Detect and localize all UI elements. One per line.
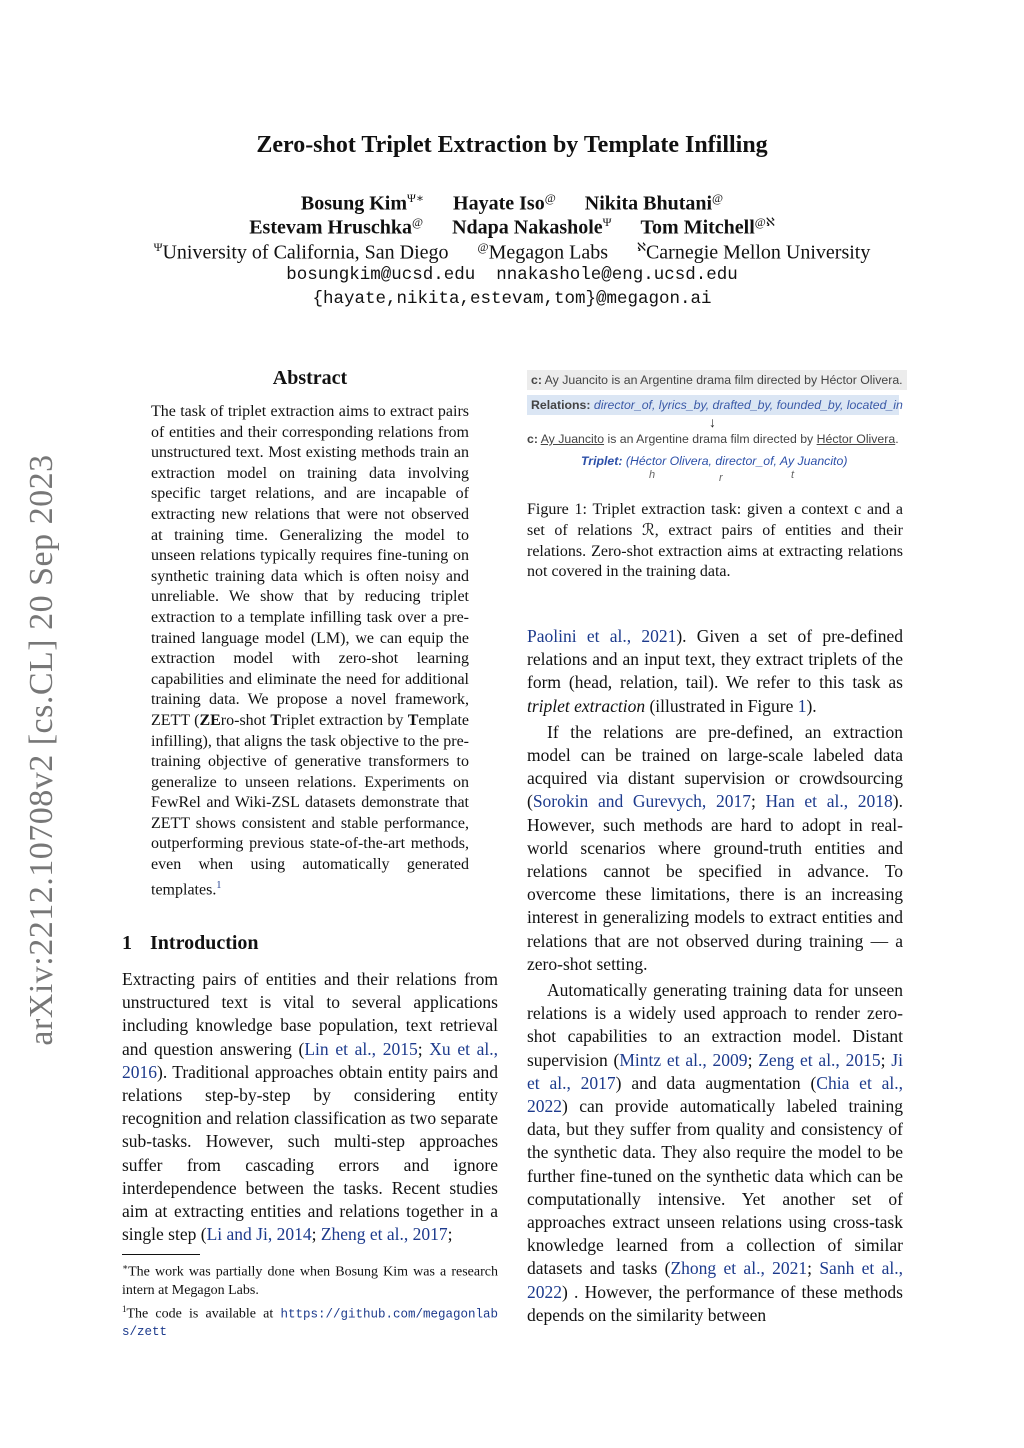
arxiv-id: arXiv:2212.10708v2 [cs.CL] 20 Sep 2023 [23,454,60,1046]
body-text: Automatically generating training data for unseen relations is a widely used approach to render zero-shot capabilities to an extraction model. Distant supervision ( [527,980,903,1070]
body-text: ; [747,1049,759,1070]
paragraph [527,979,903,1327]
body-text: ; [447,1224,453,1245]
citation-link[interactable]: Sanh et al., 2022 [527,1258,903,1302]
body-text: Extracting pairs of entities and their relations from unstructured text is vital to several applications including knowledge base population, text retrieval and question answering ( [122,969,498,1059]
author-name: Bosung Kim [300,192,408,215]
author-name: Ndapa Nakashole [452,216,603,239]
citation-link[interactable]: Zeng et al., 2015 [758,1049,881,1070]
abstract-body [151,402,469,901]
citation-link[interactable]: Ji et al., 2017 [527,1049,903,1093]
body-text: ; [750,791,766,812]
author-mark: Ψ [602,215,612,229]
paragraph [527,721,903,976]
author-line-1 [0,191,1024,216]
intro-right-column [527,625,903,1327]
figure-entity: Héctor Olivera [816,432,896,446]
footnote-text: The work was partially done when Bosung Kim was a research intern at Megagon Labs. [122,1264,498,1298]
figure-context-row [527,370,907,390]
abstract-text: ro-shot [220,711,271,729]
abstract-text: The task of triplet extraction aims to extract pairs of entities and their corresponding relations from unstructured text. Most existing methods train an extraction model on training data involving specific target relations, and are incapable of extracting new relations that were not observed at training time. Generalizing the model to unseen relations typically requires fine-tuning on synthetic training data which is often noisy and unreliable. We show that by reducing triplet extraction to a template infilling task over a pre-trained language model (LM), we can equip the extraction model with zero-shot learning capabilities and eliminate the need for additional training data. We propose a novel framework, ZETT ( [151,403,469,729]
author-line-2 [0,215,1024,240]
footnote-text: The code is available at [126,1306,281,1322]
footnote [122,1300,498,1342]
figure-t-label: t [791,469,795,481]
citation-link[interactable]: Zhong et al., 2021 [670,1258,808,1279]
affiliation: University of California, San Diego [162,241,449,264]
body-text: If the relations are pre-defined, an extraction model can be trained on large-scale labeled data acquired via distant supervision or crowdsourcing ( [527,721,903,812]
figure-caption: Figure 1: Triplet extraction task: given a context c and a set of relations ℛ, extract pairs of entities and their relations. Zero-shot extraction aims at extracting relations not covered in the training data. [527,501,903,581]
affiliation: Megagon Labs [488,241,609,264]
figure-label: c: [527,432,538,446]
author-mark: Ψ∗ [407,191,425,205]
footnote-mark: 1 [122,1303,127,1314]
citation-link[interactable]: Sorokin and Gurevych, 2017 [532,791,751,812]
body-text: ). Given a set of pre-defined relations and an input text, they extract triplets of the form (head, relation, tail). We refer to this task as [527,626,903,693]
section-title: Introduction [150,932,259,954]
affiliation: Carnegie Mellon University [645,241,871,264]
affiliations [0,240,1024,265]
body-text: (illustrated in Figure [645,695,798,716]
body-text: ; [807,1258,820,1279]
intro-left-column [122,968,498,1246]
figure-entity: Ay Juancito [540,432,605,446]
figure-text: Ay Juancito is an Argentine drama film directed by Héctor Olivera. [541,373,903,387]
citation-link[interactable]: Lin et al., 2015 [304,1038,418,1059]
author-mark: @ℵ [754,215,775,229]
abstract-heading: Abstract [272,367,348,389]
body-text: ). However, such methods are hard to adopt in real-world scenarios where ground-truth entities and relations cannot be specified in advance. To overcome these limitations, there is an increasing interest in generalizing models to extract entities and relations that are not observed during training — a zero-shot setting. [527,791,903,974]
emails-line-1: bosungkim@ucsd.edu nnakashole@eng.ucsd.edu [286,265,738,285]
body-text: ) and data augmentation ( [615,1072,817,1093]
abstract-bold: T [407,711,419,729]
code-url-link[interactable]: https://github.com/megagonlabs/zett [122,1307,498,1340]
footnotes [122,1258,498,1341]
author-name: Tom Mitchell [640,216,755,239]
citation-link[interactable]: Han et al., 2018 [765,791,893,812]
body-text: ) . However, the performance of these methods depends on the similarity between [527,1281,903,1325]
affiliation-mark: Ψ [153,240,163,254]
figure-text: . [895,432,899,446]
figure-relations-list: director_of, lyrics_by, drafted_by, founded_by, located_in [590,398,903,412]
figure-label: c: [531,373,542,387]
body-text: ; [880,1049,892,1070]
figure-text: is an Argentine drama film directed by [604,432,817,446]
citation-link[interactable]: Zheng et al., 2017 [320,1224,448,1245]
abstract-text: emplate infilling), that aligns the task objective to the pre-training objective of generative transformers to generalize to unseen relations. Experiments on FewRel and Wiki-ZSL datasets demonstrate that ZETT shows consistent and stable performance, outperforming previous state-of-the-art methods, even when using automatically generated templates. [151,711,470,898]
arxiv-sidebar [12,440,72,1060]
figure-triplet-row [581,454,847,468]
citation-link[interactable]: Chia et al., 2022 [527,1072,904,1117]
body-text: ; [311,1224,321,1245]
figure-ref-link[interactable]: 1 [797,695,807,716]
citation-link[interactable]: Mintz et al., 2009 [619,1049,748,1070]
author-name: Estevam Hruschka [249,216,412,239]
footnote-rule [122,1254,200,1255]
abstract-bold: T [270,711,282,729]
citation-link[interactable]: Li and Ji, 2014 [206,1224,312,1245]
section-heading [122,932,259,955]
figure-label: Triplet: [581,454,623,468]
abstract-text: riplet extraction by [281,711,408,729]
footnote-ref[interactable]: 1 [216,879,222,891]
affiliation-mark: @ [477,240,489,254]
author-mark: @ [412,215,424,229]
author-name: Hayate Iso [453,192,545,215]
footnote-mark: ∗ [122,1262,129,1272]
section-number: 1 [122,932,132,954]
author-mark: @ [544,191,556,205]
citation-link[interactable]: Paolini et al., 2021 [527,626,677,646]
emails-line-2: {hayate,nikita,estevam,tom}@megagon.ai [312,289,712,309]
body-text: ). [806,695,817,716]
figure-relations-row [527,395,903,415]
body-text: ) can provide automatically labeled training data, but they suffer from quality and consistency of the synthetic data. They also require the model to be further fine-tuned on the synthetic data which can be computationally intensive. Yet another set of approaches extract unseen relations using cross-task knowledge learned from a collection of similar datasets and tasks ( [527,1096,903,1279]
figure-1 [527,366,903,486]
figure-r-label: r [719,472,723,484]
citation-link[interactable]: Xu et al., 2016 [122,1038,498,1082]
body-text: ). Traditional approaches obtain entity pairs and relations step-by-step by considering entity recognition and relation classification as two separate sub-tasks. However, such multi-step approaches suffer from cascading errors and ignore interdependence between the tasks. Recent studies aim at extracting entities and relations together in a single step ( [122,1061,498,1245]
author-name: Nikita Bhutani [584,192,713,215]
figure-h-label: h [649,469,656,481]
affiliation-mark: ℵ [637,240,646,254]
author-mark: @ [712,191,724,205]
figure-triplet: (Héctor Olivera, director_of, Ay Juancito) [622,454,848,468]
body-text: ; [417,1038,430,1059]
down-arrow-icon: ↓ [709,414,716,430]
abstract-bold: ZE [199,711,221,729]
figure-annotated-row [527,432,899,446]
paper-title: Zero-shot Triplet Extraction by Template Infilling [256,132,768,158]
paragraph [122,968,498,1246]
paragraph [527,625,903,718]
figure-label: Relations: [531,398,591,412]
emphasis-text: triplet extraction [527,695,646,716]
footnote [122,1258,498,1300]
